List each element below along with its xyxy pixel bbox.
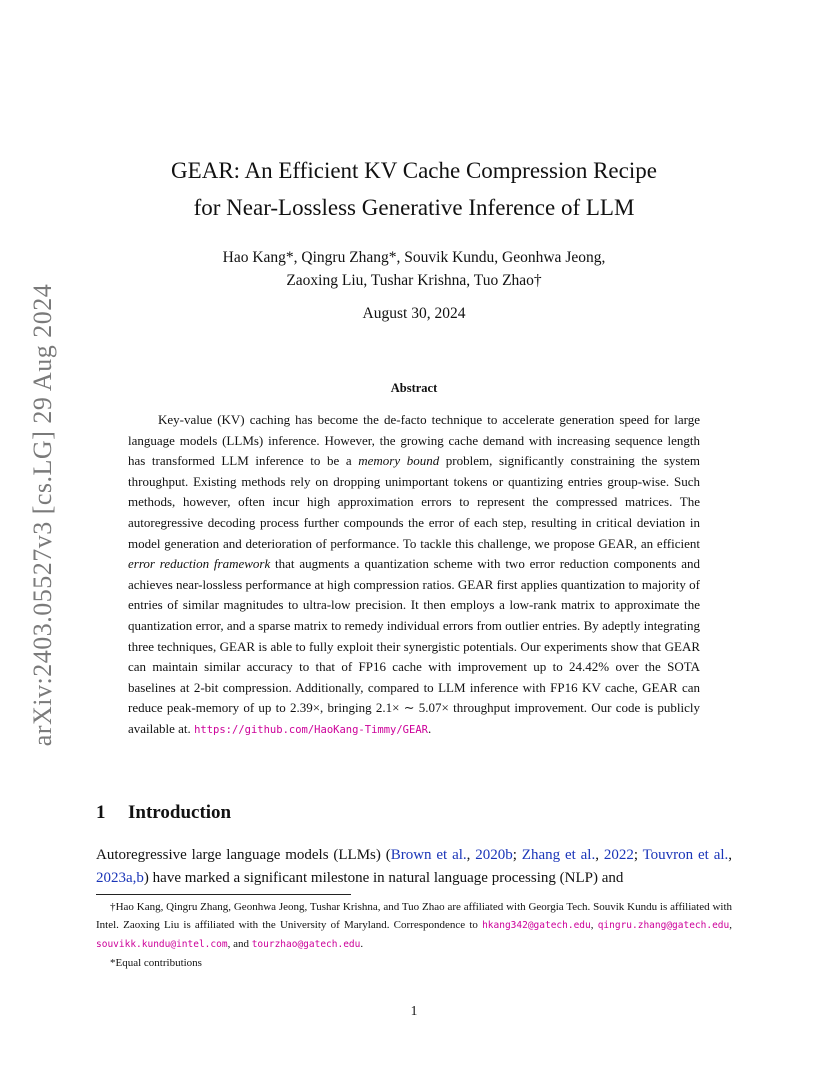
section-heading-introduction bbox=[96, 802, 231, 824]
intro-text: ; bbox=[633, 847, 643, 863]
email-link[interactable]: hkang342@gatech.edu bbox=[482, 920, 591, 931]
citation-link[interactable]: 2022 bbox=[603, 847, 634, 863]
abstract-text-3: that augments a quantization scheme with two error reduction components and achieves near-lossless performance at high compression ratios. GEAR first applies quantization to majority of entries of similar magnitudes to ultra-low precision. It then employs a low-rank matrix to approximate the quantization error, and a sparse matrix to remedy individual errors from outlier entries. By adeptly integrating three techniques, GEAR is able to fully exploit their synergistic potentials. Our experiments show that GEAR can maintain similar accuracy to that of FP16 cache with improvement up to 24.42% over the SOTA baselines at 2-bit compression. Additionally, compared to LLM inference with FP16 KV cache, GEAR can reduce peak-memory of up to 2.39×, bringing 2.1× ∼ 5.07× throughput improvement. Our code is publicly available at. bbox=[128, 556, 700, 736]
paper-title bbox=[96, 152, 732, 226]
footnote-text: †Hao Kang, Qingru Zhang, Geonhwa Jeong, Tushar Krishna, and Tuo Zhao are affiliated with Georgia Tech. Souvik Kundu is affiliated with Intel. Zaoxing Liu is affiliated with the University of Maryland. Correspondence to bbox=[96, 901, 732, 931]
citation-link[interactable]: Touvron et al. bbox=[642, 847, 729, 863]
intro-text: , bbox=[728, 847, 733, 863]
footnote-text: , bbox=[590, 919, 598, 931]
abstract-end: . bbox=[427, 720, 432, 736]
section-title: Introduction bbox=[128, 802, 232, 823]
paper-date: August 30, 2024 bbox=[362, 305, 466, 322]
arxiv-sidebar bbox=[8, 280, 78, 750]
introduction-paragraph bbox=[96, 844, 732, 890]
abstract-emphasis-framework: error reduction framework bbox=[128, 556, 271, 572]
page-number: 1 bbox=[410, 1003, 418, 1018]
arxiv-identifier: arXiv:2403.05527v3 [cs.LG] 29 Aug 2024 bbox=[28, 283, 57, 747]
abstract-emphasis-memory-bound: memory bound bbox=[358, 453, 440, 469]
intro-text: Autoregressive large language models (LLMs) ( bbox=[96, 847, 391, 863]
footnote-text: , bbox=[729, 919, 732, 931]
abstract-text-1: Key-value (KV) caching has become the de-facto technique to accelerate generation speed for large language models (LLMs) inference. However, the growing cache demand with increasing sequence length has transformed LLM inference to be a bbox=[128, 412, 700, 469]
abstract-text-2: problem, significantly constraining the system throughput. Existing methods rely on dropping unimportant tokens or quantizing entries group-wise. Such methods, however, often incur high approximation errors to represent the compressed matrices. The autoregressive decoding process further compounds the error of each step, resulting in critical deviation in model generation and deterioration of performance. To tackle this challenge, we propose GEAR, an efficient bbox=[128, 453, 700, 551]
citation-link[interactable]: Zhang et al. bbox=[521, 847, 596, 863]
abstract-heading: Abstract bbox=[390, 381, 438, 395]
citation-link[interactable]: Brown et al. bbox=[390, 847, 467, 863]
footnote-text: , and bbox=[227, 938, 252, 950]
citation-link[interactable]: 2020b bbox=[475, 847, 513, 863]
title-line-2: for Near-Lossless Generative Inference of LLM bbox=[193, 195, 635, 220]
footnotes bbox=[96, 898, 732, 972]
footnote-equal-contribution: *Equal contributions bbox=[110, 957, 202, 969]
email-link[interactable]: souvikk.kundu@intel.com bbox=[96, 939, 228, 950]
author-list bbox=[96, 246, 732, 292]
section-number: 1 bbox=[96, 802, 106, 823]
footnote-affiliations bbox=[96, 898, 732, 954]
email-link[interactable]: qingru.zhang@gatech.edu bbox=[597, 920, 730, 931]
intro-text: , bbox=[466, 847, 476, 863]
intro-text: , bbox=[595, 847, 604, 863]
citation-link[interactable]: 2023a,b bbox=[96, 870, 144, 886]
intro-text: ) have marked a significant milestone in natural language processing (NLP) and bbox=[143, 870, 624, 886]
email-link[interactable]: tourzhao@gatech.edu bbox=[251, 939, 361, 950]
abstract-body bbox=[128, 410, 700, 741]
authors-line-1: Hao Kang*, Qingru Zhang*, Souvik Kundu, Geonhwa Jeong, bbox=[222, 249, 606, 266]
code-repository-link[interactable]: https://github.com/HaoKang-Timmy/GEAR bbox=[194, 723, 428, 736]
title-line-1: GEAR: An Efficient KV Cache Compression Recipe bbox=[171, 158, 657, 183]
authors-line-2: Zaoxing Liu, Tushar Krishna, Tuo Zhao† bbox=[286, 272, 542, 289]
footnote-divider bbox=[96, 894, 351, 895]
footnote-text: . bbox=[360, 938, 364, 950]
intro-text: ; bbox=[512, 847, 522, 863]
